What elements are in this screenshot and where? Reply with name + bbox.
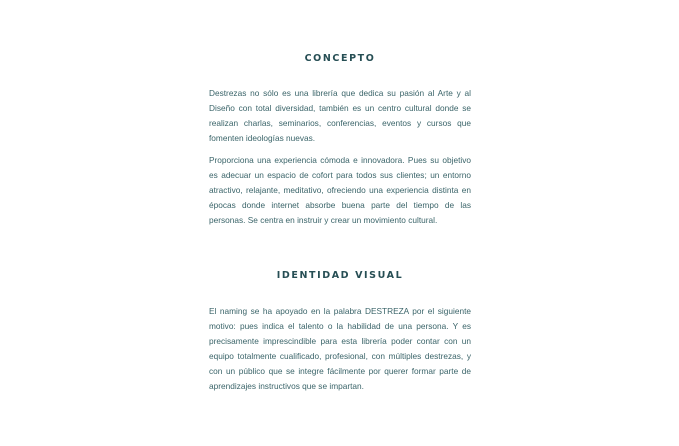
identidad-visual-heading: IDENTIDAD VISUAL: [276, 270, 404, 281]
identidad-visual-paragraph: El naming se ha apoyado en la palabra DESTREZA por el siguiente motivo: pues indica el talento o la habilidad de una persona. Y es precisamente imprescindible para esta librería poder contar con un equipo totalmente cualificado, profesional, con múltiples destrezas, y con un público que se integre fácilmente por querer formar parte de aprendizajes instructivos que se impartan.: [209, 306, 471, 391]
concepto-paragraph-2: Proporciona una experiencia cómoda e innovadora. Pues su objetivo es adecuar un espacio de cofort para todos sus clientes; un entorno atractivo, relajante, meditativo, ofreciendo una experiencia distinta en épocas donde internet absorbe buena parte del tiempo de las personas. Se centra en instruir y crear un movimiento cultural.: [209, 155, 471, 225]
concepto-heading: CONCEPTO: [304, 53, 376, 64]
identidad-visual-section: [209, 270, 471, 394]
concepto-paragraph-1: Destrezas no sólo es una librería que dedica su pasión al Arte y al Diseño con total diversidad, también es un centro cultural donde se realizan charlas, seminarios, conferencias, eventos y cursos que fomenten ideologías nuevas.: [209, 88, 471, 143]
concepto-section: [209, 53, 471, 228]
